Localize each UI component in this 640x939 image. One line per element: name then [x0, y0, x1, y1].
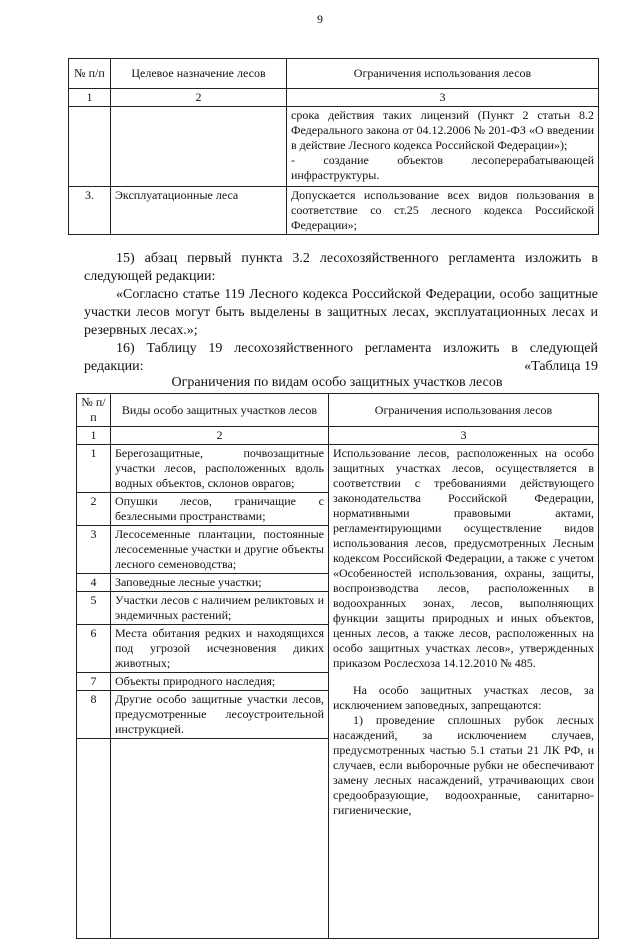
col-number-3: 3 [287, 89, 599, 107]
col-number-1: 1 [77, 427, 111, 445]
cell-restrictions-cont: срока действия таких лицензий (Пункт 2 статьи 8.2 Федерального закона от 04.12.2006 № 201-ФЗ «О введении в действие Лесного кодекса Российской Федерации»); - создание объектов лесоперерабатывающей инфраструктуры. [287, 107, 599, 187]
header-number: № п/п [77, 394, 111, 427]
table-caption: Ограничения по видам особо защитных участков лесов [171, 375, 503, 390]
table-row-name: Заповедные лесные участки; [111, 574, 329, 592]
header-zone-types: Виды особо защитных участков лесов [111, 394, 329, 427]
table-row-name: Объекты природного наследия; [111, 673, 329, 691]
col-number-3: 3 [329, 427, 599, 445]
table-row-name: Лесосеменные плантации, постоянные лесосеменные участки и другие объекты лесного семеноводства; [111, 526, 329, 574]
table-label: «Таблица 19 [524, 359, 598, 374]
restrictions-p3: 1) проведение сплошных рубок лесных насаждений, за исключением случаев, предусмотренных частью 5.1 статьи 21 ЛК РФ, и случаев, если выборочные рубки не обеспечивают замену лесных насаждений, утрачивающих свои средообразующие, водоохранные, санитарно-гигиенические, [333, 713, 594, 817]
table-continuation [68, 58, 599, 235]
table-row-num: 2 [77, 493, 111, 526]
table-row-num: 8 [77, 691, 111, 739]
cell-row3-num: 3. [69, 187, 111, 235]
page-number: 9 [317, 12, 323, 26]
table-row-num: 4 [77, 574, 111, 592]
table-19 [76, 393, 599, 939]
table-row-num: 7 [77, 673, 111, 691]
paragraph-15: 15) абзац первый пункта 3.2 лесохозяйственного регламента изложить в следующей редакции: [84, 251, 598, 284]
col-number-1: 1 [69, 89, 111, 107]
table-row-name: Места обитания редких и находящихся под угрозой исчезновения диких животных; [111, 625, 329, 673]
table-row-name: Опушки лесов, граничащие с безлесными пространствами; [111, 493, 329, 526]
table-row-num: 1 [77, 445, 111, 493]
header-number: № п/п [69, 59, 111, 89]
col-number-2: 2 [111, 427, 329, 445]
table-row-name: Участки лесов с наличием реликтовых и эндемичных растений; [111, 592, 329, 625]
paragraph-16: 16) Таблицу 19 лесохозяйственного регламента изложить в следующей редакции: [84, 341, 598, 374]
table-row-num: 5 [77, 592, 111, 625]
quote-paragraph: «Согласно статье 119 Лесного кодекса Российской Федерации, особо защитные участки лесов могут быть выделены в защитных лесах, эксплуатационных лесах и резервных лесах.»; [84, 287, 598, 338]
header-purpose: Целевое назначение лесов [111, 59, 287, 89]
header-restrictions: Ограничения использования лесов [287, 59, 599, 89]
table-row-name: Другие особо защитные участки лесов, предусмотренные лесоустроительной инструкцией. [111, 691, 329, 739]
restrictions-p1: Использование лесов, расположенных на особо защитных участках лесов, осуществляется в соответствии с требованиями действующего законодательства Российской Федерации, нормативными правовыми актами, регламентирующими осуществление видов использования лесов, предусмотренных Лесным кодексом Российской Федерации, а также с учетом «Особенностей использования, охраны, защиты, воспроизводства лесов, расположенных в водоохранных зонах, лесов, выполняющих функции защиты природных и иных объектов, ценных лесов, а также лесов, расположенных на особо защитных участках лесов», утвержденных приказом Рослесхоза 14.12.2010 № 485. [333, 446, 594, 670]
cell-row3-text: Допускается использование всех видов пользования в соответствие со ст.25 лесного кодекса Российской Федерации»; [287, 187, 599, 235]
table-row-num: 6 [77, 625, 111, 673]
table-row-name: Берегозащитные, почвозащитные участки лесов, расположенных вдоль водных объектов, склонов оврагов; [111, 445, 329, 493]
header-restrictions: Ограничения использования лесов [329, 394, 599, 427]
cell-row3-name: Эксплуатационные леса [111, 187, 287, 235]
col-number-2: 2 [111, 89, 287, 107]
restrictions-p2: На особо защитных участках лесов, за исключением заповедных, запрещаются: [333, 683, 594, 712]
table-row-num: 3 [77, 526, 111, 574]
cell-restrictions [329, 445, 599, 939]
